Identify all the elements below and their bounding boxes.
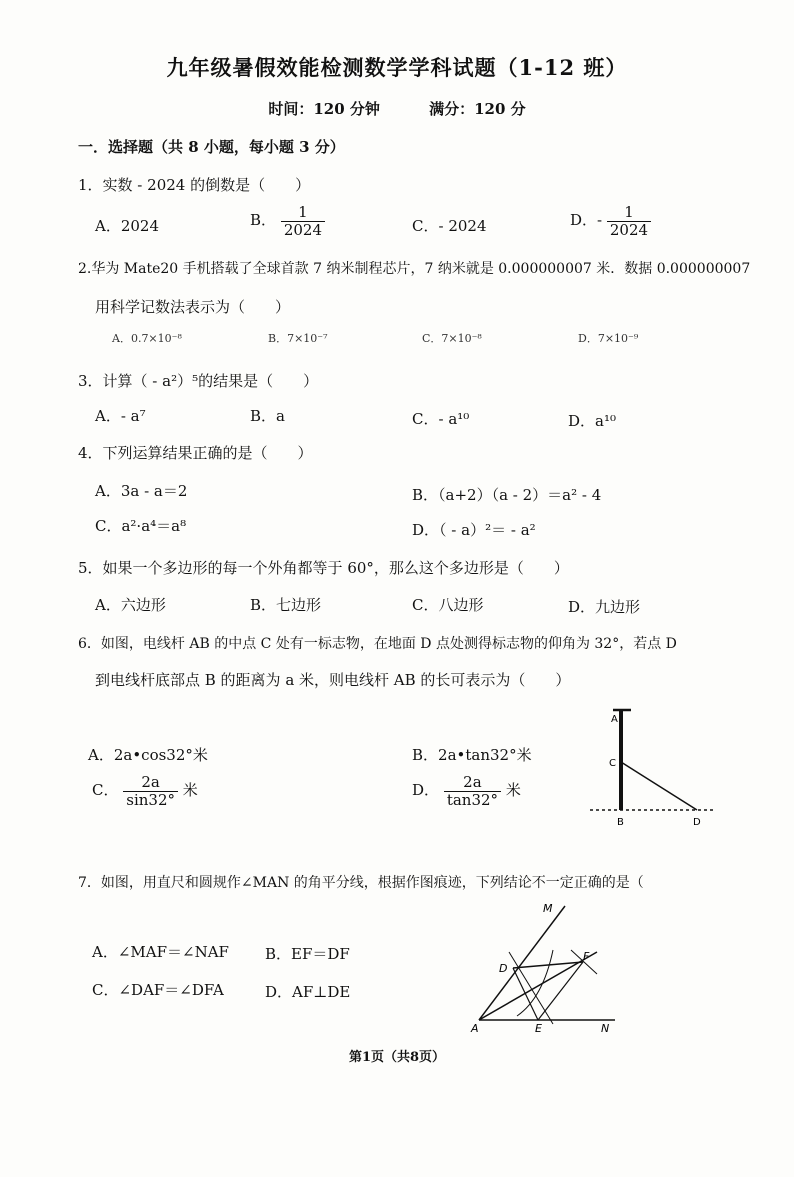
q4-option-b: B．（a+2）（a - 2）＝a² - 4 [412,486,602,504]
q5-option-d: D．九边形 [568,598,641,616]
q3-option-b: B．a [250,407,285,425]
label-m: M [543,902,553,915]
section-heading: 一．选择题（共 8 小题，每小题 3 分） [78,138,345,156]
q7-stem: 7．如图，用直尺和圆规作∠MAN 的角平分线，根据作图痕迹，下列结论不一定正确的是（ [78,875,644,891]
q2-option-d: D．7×10⁻⁹ [578,332,639,345]
page-title: 九年级暑假效能检测数学学科试题（1-12 班） [166,55,628,80]
q5-option-a: A．六边形 [95,596,166,614]
q2-option-c: C．7×10⁻⁸ [422,332,482,345]
q1-option-d: D．- $\frac{1}{2024}$ [570,204,651,238]
q4-option-c: C．a²·a⁴＝a⁸ [95,517,187,535]
label-d: D [499,962,508,975]
label-a: A [611,714,618,725]
q5-option-b: B．七边形 [250,596,322,614]
arc-2 [517,950,553,1016]
label-d: D [693,817,701,828]
q2-stem-line1: 2.华为 Mate20 手机搭载了全球首款 7 纳米制程芯片，7 纳米就是 0.000000007 米．数据 0.000000007 [78,261,751,277]
exam-info [0,98,794,119]
q2-option-b: B．7×10⁻⁷ [268,332,328,345]
q6-stem-line1: 6．如图，电线杆 AB 的中点 C 处有一标志物，在地面 D 点处测得标志物的仰角为 32°，若点 D [78,636,677,652]
label-b: B [617,817,624,828]
q7-option-a: A．∠MAF＝∠NAF [92,943,229,961]
label-e: E [535,1022,542,1035]
q1-option-a: A．2024 [95,217,160,235]
q4-option-a: A．3a - a＝2 [95,482,188,500]
q7-option-c: C．∠DAF＝∠DFA [92,981,224,999]
q6-stem-line2: 到电线杆底部点 B 的距离为 a 米，则电线杆 AB 的长可表示为（ ） [95,671,571,689]
q6-option-a: A．2a•cos32°米 [88,746,208,764]
q6-figure [585,700,735,830]
q3-option-c: C．- a¹⁰ [412,410,470,428]
q3-stem: 3．计算（ - a²）⁵的结果是（ ） [78,372,319,390]
q7-option-b: B．EF＝DF [265,945,350,963]
q2-option-a: A．0.7×10⁻⁸ [112,332,182,345]
q3-option-a: A．- a⁷ [95,407,146,425]
exam-time: 时间：120 分钟 [268,100,380,118]
q3-option-d: D．a¹⁰ [568,412,616,430]
label-c: C [609,758,616,769]
ray-am [479,906,565,1020]
arc-1 [509,952,553,1024]
label-n: N [601,1022,610,1035]
q6-option-d: D． $\frac{2a}{\tan 32^\circ}$ 米 [412,773,521,809]
q6-option-c: C． $\frac{2a}{\sin 32^\circ}$ 米 [92,773,198,809]
q2-stem-line2: 用科学记数法表示为（ ） [95,298,291,316]
sight-line-cd [621,762,697,810]
q1-stem: 1．实数 - 2024 的倒数是（ ） [78,176,311,194]
q1-option-c: C．- 2024 [412,217,487,235]
label-f: F [583,950,590,963]
q1-option-b: B． $\frac{1}{2024}$ [250,204,325,238]
q7-option-d: D．AF⊥DE [265,983,351,1001]
page-footer: 第1页（共8页） [348,1050,446,1065]
q6-option-b: B．2a•tan32°米 [412,746,532,764]
q5-option-c: C．八边形 [412,596,484,614]
q7-figure [465,898,625,1038]
q5-stem: 5．如果一个多边形的每一个外角都等于 60°，那么这个多边形是（ ） [78,559,569,577]
label-a: A [471,1022,479,1035]
q4-stem: 4．下列运算结果正确的是（ ） [78,444,313,462]
q4-option-d: D．（ - a）²＝ - a² [412,521,536,539]
exam-score: 满分：120 分 [429,100,526,118]
segment-df [513,962,583,968]
